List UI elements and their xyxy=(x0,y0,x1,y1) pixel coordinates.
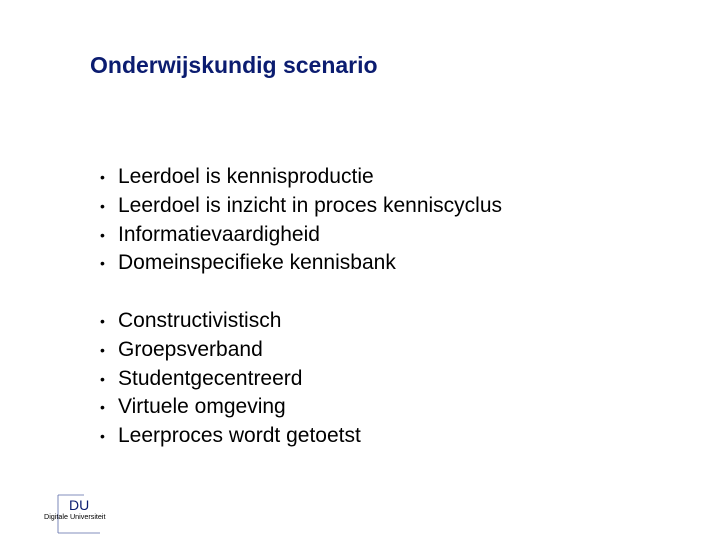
bullet-item: • Virtuele omgeving xyxy=(100,393,361,422)
bullet-icon: • xyxy=(100,255,105,272)
bullet-icon: • xyxy=(100,428,105,445)
bullet-item: • Informatievaardigheid xyxy=(100,221,502,250)
bullet-item: • Leerdoel is inzicht in proces kenniscyclus xyxy=(100,192,502,221)
bullet-item: • Studentgecentreerd xyxy=(100,365,361,394)
bullet-item: • Leerdoel is kennisproductie xyxy=(100,163,502,192)
bullet-icon: • xyxy=(100,341,105,358)
bullet-icon: • xyxy=(100,370,105,387)
bullet-icon: • xyxy=(100,169,105,185)
bullet-icon: • xyxy=(100,399,105,416)
bullet-icon: • xyxy=(100,226,105,243)
bullet-item: • Leerproces wordt getoetst xyxy=(100,422,361,451)
logo-text: Digitale Universiteit xyxy=(44,512,106,521)
bullet-list-2 xyxy=(100,307,361,451)
bullet-icon: • xyxy=(100,197,105,214)
logo-mark: DU xyxy=(69,497,90,513)
slide-title: Onderwijskundig scenario xyxy=(90,52,378,78)
bullet-list-1 xyxy=(100,163,502,278)
du-logo xyxy=(40,494,120,534)
bullet-icon: • xyxy=(100,313,105,329)
bullet-item: • Groepsverband xyxy=(100,336,361,365)
bullet-item: • Constructivistisch xyxy=(100,307,361,336)
bullet-item: • Domeinspecifieke kennisbank xyxy=(100,249,502,278)
